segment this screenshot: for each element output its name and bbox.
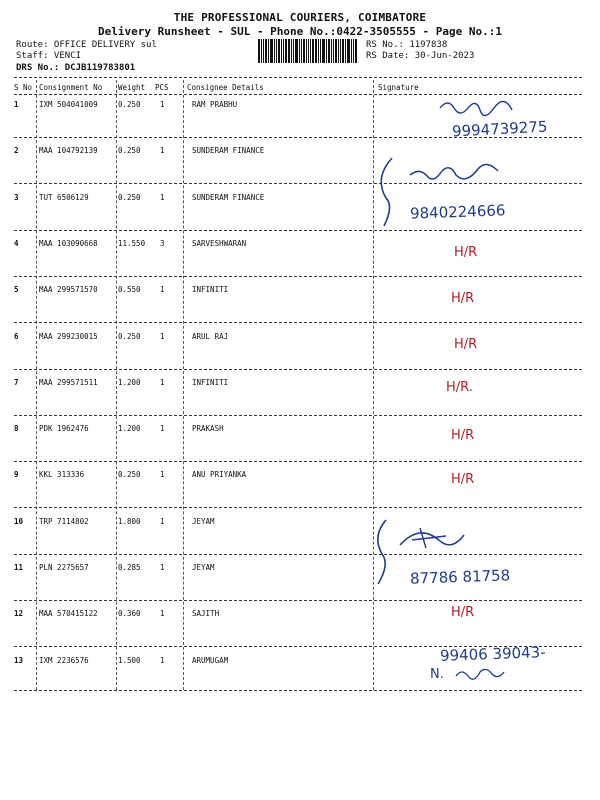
cell-weight: 0.285 [118, 563, 141, 572]
cell-consignee: INFINITI [192, 285, 229, 295]
cell-consignment: PDK 1962476 [39, 424, 89, 434]
cell-consignee: JEYAM [192, 563, 215, 572]
col-pcs: PCS [155, 83, 169, 92]
cell-sno: 6 [14, 331, 19, 341]
cell-consignee: SAJITH [192, 609, 220, 619]
cell-consignment: MAA 103090668 [39, 238, 98, 248]
cell-weight: 0.250 [118, 100, 141, 109]
cell-sno: 13 [14, 655, 24, 665]
cell-pcs: 1 [160, 609, 165, 619]
cell-pcs: 1 [160, 100, 165, 109]
scribble-stroke [440, 101, 512, 115]
cell-sno: 1 [14, 100, 19, 109]
cell-consignment: IXM 2236576 [39, 655, 89, 665]
runsheet-subtitle: Delivery Runsheet - SUL - Phone No.:0422-3505555 - Page No.:1 [98, 25, 502, 38]
cell-pcs: 1 [160, 655, 165, 665]
handwritten-phone: 87786 81758 [409, 566, 511, 588]
cell-consignee: ANU PRIYANKA [192, 470, 247, 480]
cell-consignee: INFINITI [192, 377, 229, 387]
col-consignment: Consignment No [39, 83, 103, 92]
cell-consignee: PRAKASH [192, 424, 224, 434]
cell-sno: 3 [14, 192, 19, 202]
cell-consignment: MAA 570415122 [39, 609, 98, 619]
drs-number: DRS No.: DCJB119783801 [16, 63, 136, 73]
cell-sno: 11 [14, 563, 24, 572]
cell-weight: 1.800 [118, 516, 141, 526]
col-consignee: Consignee Details [187, 83, 264, 92]
cell-pcs: 1 [160, 285, 165, 295]
cell-pcs: 1 [160, 516, 165, 526]
cell-weight: 0.550 [118, 285, 141, 295]
handwritten-hr: H/R [454, 337, 478, 352]
cell-consignee: SUNDERAM FINANCE [192, 192, 265, 202]
cell-weight: 1.500 [118, 655, 141, 665]
company-title: THE PROFESSIONAL COURIERS, COIMBATORE [173, 11, 427, 24]
cell-sno: 4 [14, 238, 19, 248]
cell-consignee: ARUMUGAM [192, 655, 229, 665]
cell-sno: 10 [14, 516, 24, 526]
scribble-stroke [412, 528, 446, 548]
cell-sno: 5 [14, 285, 19, 295]
scribble-stroke [381, 158, 392, 226]
cell-sno: 2 [14, 146, 19, 156]
handwritten-name: N. [430, 667, 444, 682]
cell-weight: 0.360 [118, 609, 141, 619]
staff-label: Staff: VENCI [16, 51, 82, 61]
scribble-stroke [456, 669, 504, 679]
cell-consignment: IXM 504041009 [39, 100, 98, 109]
table-bottom-divider [14, 690, 582, 691]
cell-consignee: SUNDERAM FINANCE [192, 146, 265, 156]
cell-consignment: TUT 6506129 [39, 192, 89, 202]
cell-weight: 0.250 [118, 192, 141, 202]
rs-number: RS No.: 1197838 [366, 40, 448, 50]
col-signature: Signature [378, 83, 419, 92]
handwritten-phone: 9840224666 [409, 201, 506, 223]
cell-consignment: MAA 299571570 [39, 285, 98, 295]
handwritten-phone: 99406 39043- [439, 643, 546, 665]
cell-weight: 0.250 [118, 146, 141, 156]
cell-sno: 9 [14, 470, 19, 480]
rs-date: RS Date: 30-Jun-2023 [366, 51, 475, 61]
cell-consignee: SARVESHWARAN [192, 238, 247, 248]
cell-sno: 12 [14, 609, 24, 619]
handwritten-hr: H/R [451, 472, 475, 487]
cell-weight: 1.200 [118, 377, 141, 387]
cell-pcs: 1 [160, 470, 165, 480]
scribble-stroke [378, 520, 386, 584]
cell-sno: 8 [14, 424, 19, 434]
scribble-stroke [410, 164, 498, 179]
cell-weight: 0.250 [118, 470, 141, 480]
cell-consignee: RAM PRABHU [192, 100, 238, 109]
handwritten-hr: H/R [451, 605, 475, 620]
cell-pcs: 1 [160, 331, 165, 341]
cell-consignment: KKL 313336 [39, 470, 85, 480]
cell-pcs: 1 [160, 563, 165, 572]
cell-pcs: 1 [160, 192, 165, 202]
cell-pcs: 3 [160, 238, 165, 248]
cell-consignment: MAA 299571511 [39, 377, 98, 387]
handwritten-hr: H/R [451, 428, 475, 443]
cell-pcs: 1 [160, 146, 165, 156]
cell-consignment: MAA 104792139 [39, 146, 98, 156]
col-weight: Weight [118, 83, 146, 92]
cell-consignment: TRP 7114802 [39, 516, 89, 526]
cell-weight: 1.200 [118, 424, 141, 434]
cell-sno: 7 [14, 377, 19, 387]
handwritten-hr: H/R [454, 245, 478, 260]
cell-consignee: JEYAM [192, 516, 215, 526]
handwritten-phone: 9994739275 [451, 117, 548, 141]
cell-consignment: MAA 299230015 [39, 331, 98, 341]
col-sno: S No [14, 83, 33, 92]
cell-weight: 0.250 [118, 331, 141, 341]
handwritten-hr: H/R. [446, 380, 473, 395]
cell-pcs: 1 [160, 377, 165, 387]
handwritten-hr: H/R [451, 291, 475, 306]
route-label: Route: OFFICE DELIVERY sul [16, 40, 157, 50]
cell-consignee: ARUL RAJ [192, 331, 229, 341]
cell-pcs: 1 [160, 424, 165, 434]
scribble-stroke [400, 533, 464, 545]
cell-consignment: PLN 2275657 [39, 563, 89, 572]
cell-weight: 11.550 [118, 238, 146, 248]
